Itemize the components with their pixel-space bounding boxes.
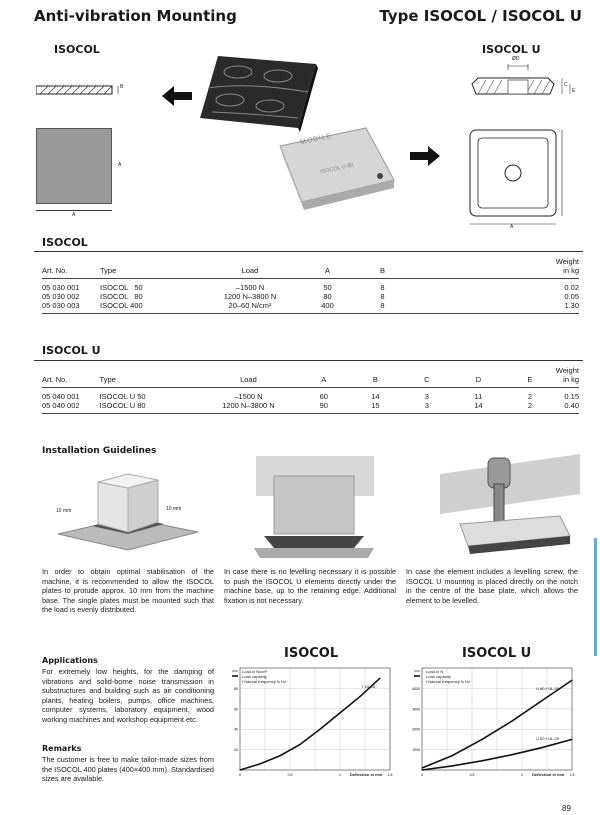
pad-brand-text: MOBILE [299,132,333,147]
dim-a-label-bottom: A [72,212,76,218]
chart-isocol-u-point [511,754,512,755]
chart-isocol-u-ytick: 3000 [412,707,420,712]
install-text-1: In order to obtain optimal stabilisation of the machine, it is recommended to allow the ISOCOL plates to protude approx. 10 mm from the machine base. The single plates must be mounted such that the load is evenly distributed. [42,567,214,615]
isocol-u-table-title: ISOCOL U [42,344,101,357]
chart-isocol-u-annotation-2: U 50 f 18–25 [536,736,559,741]
chart-isocol-u-ytick: 2000 [412,727,420,732]
arrow-right-icon [408,146,440,171]
chart-isocol-u-ytick: 4000 [412,686,420,691]
col-type: Type [100,256,200,279]
header-right-title: Type ISOCOL / ISOCOL U [379,7,582,25]
chart-isocol-u-point [541,747,542,748]
installation-title: Installation Guidelines [42,446,157,456]
isocol-side-view [36,84,124,94]
table-row: 05 030 002 ISOCOL 80 1200 N–3800 N 80 8 0.05 [42,292,579,301]
dim-c-label: C [564,82,568,88]
chart-isocol-u-xtick: 1 [521,773,523,777]
chart-isocol-point [259,763,260,764]
chart-isocol-u-xtick: 1.5 [569,773,575,777]
install-text-2: In case there is no levelling necessary it is possible to push the ISOCOL U elements directly under the machine base, up to the retaining edge. Additional fixation is not necessary. [224,567,396,605]
isocol-u-top-view [466,128,566,237]
isocol-u-figure-label: ISOCOL U [482,43,541,56]
isocol-top-view [36,128,112,204]
install-dim-1: 10 mm [56,508,72,514]
chart-isocol [226,664,396,784]
isocol-u-table: Art. No. Type Load A B C D E Weight in kg 05 040 001 ISOCOL U 50 –1500 N 60 14 3 11 2 0.15 05 040 002 ISOCOL U 80 1200 N–3800 N 90 15 3 14 2 0.40 [42,365,579,414]
col-a: A [300,256,355,279]
dim-d-label: ØD [512,56,520,62]
header-left-title: Anti-vibration Mounting [34,7,237,25]
chart-isocol-xtick: 1.5 [387,773,393,777]
chart-isocol-legend-3: f Natural frequency in Hz [242,679,287,684]
col-b: B [355,256,410,279]
chart-isocol-ytick: 80 [234,686,238,691]
applications-text: For extremely low heights, for the damping of vibrations and solid-borne noise transmission in substructures and building such as air conditioning plants, heating boilers, pumps, office machines, computer systems, laboratory equipment, wood working machines and workshop equipment etc. [42,667,214,724]
chart-isocol-u-xtick: 0.5 [469,773,475,777]
table-row: 05 030 001 ISOCOL 50 –1500 N 50 8 0.02 [42,283,579,292]
isocol-table [42,256,579,314]
install-text-3: In case the element includes a levelling screw, the ISOCOL U mounting is placed directly on the notch in the centre of the base plate, which allows the element to be levelled. [406,567,578,605]
table-row: 05 030 003 ISOCOL 400 20–60 N/cm² 400 8 1.30 [42,301,579,310]
dim-e-label: E [572,88,576,94]
chart-isocol-u-point [451,755,452,756]
dim-a-label-side: A [118,162,122,168]
chart-isocol-u-point [571,680,572,681]
install-image-1 [48,462,208,567]
chart-isocol-legend-1: Load in N/cm² [242,669,267,674]
isocol-u-table-rule [34,360,583,361]
isocol-table-title: ISOCOL [42,236,88,249]
chart-isocol-u-point [421,769,422,770]
isocol-table-rule [34,251,583,252]
chart-isocol-xtick: 0.5 [287,773,293,777]
chart-isocol-u-point [481,760,482,761]
chart-isocol-u-xlabel: Deflection in mm [532,772,565,777]
col-load: Load [200,256,300,279]
isocol-u-photo [270,124,400,224]
install-image-3 [440,454,580,569]
chart-isocol-point [339,712,340,713]
chart-isocol-point [239,769,240,770]
chart-isocol-xlabel: Deflection in mm [350,772,383,777]
chart-isocol-u-point [421,767,422,768]
chart-isocol-legend-2: Load capacity [242,674,267,679]
chart-isocol-point [319,729,320,730]
arrow-left-icon [162,86,194,111]
chart-isocol-xtick: 1 [339,773,341,777]
remarks-text: The customer is free to make tailor-made sizes from the ISOCOL 400 plates (400×400 mm). Standardised sizes are available. [42,755,214,784]
dim-a-u-label: A [510,224,514,230]
chart-isocol-xtick: 0 [239,773,241,777]
pad-type-text: ISOCOL U 80 [319,162,354,176]
chart-isocol-u-ytick: 1000 [412,748,420,753]
chart-isocol-title: ISOCOL [284,646,339,661]
remarks-title: Remarks [42,744,82,753]
chart-isocol-u-point [541,700,542,701]
table-row: 05 040 002 ISOCOL U 80 1200 N–3800 N 90 15 3 14 2 0.40 [42,401,579,410]
col-art: Art. No. [42,256,100,279]
chart-isocol-u-point [481,739,482,740]
isocol-u-side-section [470,56,580,112]
chart-isocol-ytick: 60 [234,707,238,712]
dim-b-label: B [120,84,124,90]
chart-isocol-u-point [571,739,572,740]
col-weight: Weight in kg [410,256,579,279]
isocol-figure-label: ISOCOL [54,43,100,56]
chart-isocol-point [359,696,360,697]
dim-a-line [36,210,112,211]
chart-isocol-u-title: ISOCOL U [462,646,532,661]
chart-isocol-u-point [511,720,512,721]
chart-isocol-u-legend-3: f Natural frequency in Hz [426,679,471,684]
chart-isocol-u-xtick: 0 [421,773,423,777]
chart-isocol-ytick: 20 [234,748,238,753]
chart-isocol-u-legend-1: Load in N [426,669,444,674]
chart-isocol-u-point [451,765,452,766]
chart-isocol-u-legend-2: Load capacity [426,674,451,679]
page-number: 89 [562,804,571,813]
chart-isocol-point [279,755,280,756]
applications-title: Applications [42,656,98,665]
chart-isocol-point [299,744,300,745]
side-accent-bar [594,538,597,656]
install-dim-2: 10 mm [166,506,182,512]
table-row: 05 040 001 ISOCOL U 50 –1500 N 60 14 3 11 2 0.15 [42,392,579,401]
chart-isocol-annotation: f 10–15 [362,684,376,689]
chart-isocol-point [379,678,380,679]
chart-isocol-u [408,664,578,784]
chart-isocol-ytick: 40 [234,727,238,732]
chart-isocol-u-annotation-1: U 80 f 18–25 [536,686,559,691]
install-image-2 [244,456,384,566]
